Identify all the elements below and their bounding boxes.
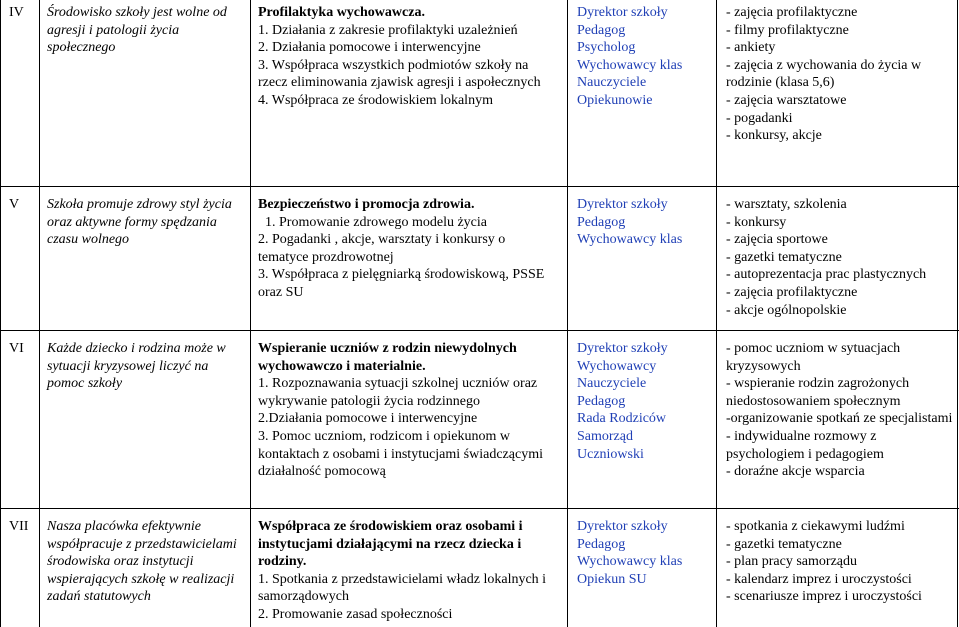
responsible-person: Uczniowski: [577, 446, 644, 462]
activities-cell: [726, 340, 954, 481]
responsible-cell: [577, 196, 707, 249]
responsible-person: Wychowawcy klas: [577, 554, 683, 570]
row-number: VII: [9, 519, 29, 534]
activity-item: - doraźne akcje wsparcia: [726, 464, 865, 480]
activity-item: - kalendarz imprez i uroczystości: [726, 571, 912, 587]
responsible-person: Pedagog: [577, 214, 626, 230]
task-item: 3. Współpraca z pielęgniarką środowiskową, PSSE oraz SU: [258, 267, 545, 300]
activity-item: - zajęcia z wychowania do życia w rodzinie (klasa 5,6): [726, 57, 922, 91]
activity-item: - warsztaty, szkolenia: [726, 197, 847, 212]
responsible-person: Nauczyciele: [577, 376, 647, 392]
activity-item: - wspieranie rodzin zagrożonych niedostosowaniem społecznym: [726, 376, 910, 409]
activities-cell: [726, 518, 954, 606]
activity-item: - pomoc uczniom w sytuacjach kryzysowych: [726, 341, 901, 374]
responsible-person: Wychowawcy: [577, 358, 657, 374]
responsible-person: Dyrektor szkoły: [577, 197, 668, 212]
activity-item: - scenariusze imprez i uroczystości: [726, 589, 922, 605]
responsible-person: Dyrektor szkoły: [577, 341, 668, 356]
task-cell: [258, 4, 558, 110]
task-item: 2. Promowanie zasad społeczności: [258, 606, 453, 622]
row-number: VI: [9, 341, 24, 356]
task-title: Bezpieczeństwo i promocja zdrowia.: [258, 197, 475, 212]
grid-line: [0, 0, 1, 627]
activity-item: - autoprezentacja prac plastycznych: [726, 267, 927, 283]
responsible-person: Opiekun SU: [577, 571, 647, 587]
responsible-person: Samorząd: [577, 428, 633, 444]
responsible-person: Dyrektor szkoły: [577, 519, 668, 534]
activity-item: -organizowanie spotkań ze specjalistami: [726, 411, 953, 427]
activities-cell: [726, 196, 954, 319]
responsible-person: Opiekunowie: [577, 92, 653, 108]
goal-text: Nasza placówka efektywnie współpracuje z przedstawicielami środowiska oraz instytucji wspierających szkołę w realizacji zadań statutowych: [47, 519, 237, 605]
responsible-person: Wychowawcy klas: [577, 57, 683, 73]
task-item: 3. Pomoc uczniom, rodzicom i opiekunom w kontaktach z osobami i instytucjami świadczącymi działalność pomocową: [258, 428, 543, 480]
responsible-cell: [577, 340, 707, 463]
activity-item: - konkursy: [726, 214, 787, 230]
activity-item: - gazetki tematyczne: [726, 536, 842, 552]
responsible-person: Psycholog: [577, 40, 636, 56]
responsible-person: Pedagog: [577, 536, 626, 552]
grid-line: [0, 508, 959, 509]
task-item: 2.Działania pomocowe i interwencyjne: [258, 411, 478, 427]
task-cell: [258, 518, 558, 624]
responsible-person: Pedagog: [577, 393, 626, 409]
activity-item: - pogadanki: [726, 110, 793, 126]
goal-text: Środowisko szkoły jest wolne od agresji i patologii życia społecznego: [47, 5, 227, 56]
grid-line: [250, 0, 251, 627]
activity-item: - zajęcia warsztatowe: [726, 92, 847, 108]
row-number: V: [9, 197, 20, 212]
responsible-cell: [577, 518, 707, 588]
activity-item: - zajęcia sportowe: [726, 232, 828, 248]
grid-line: [39, 0, 40, 627]
task-item: 2. Działania pomocowe i interwencyjne: [258, 40, 481, 56]
activity-item: - konkursy, akcje: [726, 128, 822, 144]
task-title: Współpraca ze środowiskiem oraz osobami i instytucjami działającymi na rzecz dziecka i rodziny.: [258, 519, 523, 570]
responsible-person: Nauczyciele: [577, 75, 647, 91]
task-item: 1. Promowanie zdrowego modelu życia: [265, 214, 487, 230]
activity-item: - zajęcia profilaktyczne: [726, 284, 858, 300]
grid-line: [716, 0, 717, 627]
grid-line: [567, 0, 568, 627]
activity-item: - indywidualne rozmowy z psychologiem i pedagogiem: [726, 428, 884, 462]
responsible-person: Pedagog: [577, 22, 626, 38]
goal-text: Każde dziecko i rodzina może w sytuacji kryzysowej liczyć na pomoc szkoły: [47, 341, 226, 392]
grid-line: [0, 330, 959, 331]
task-item: 4. Współpraca ze środowiskiem lokalnym: [258, 92, 493, 108]
task-title: Wspieranie uczniów z rodzin niewydolnych wychowawczo i materialnie.: [258, 341, 517, 374]
activity-item: - gazetki tematyczne: [726, 249, 842, 265]
responsible-person: Rada Rodziców: [577, 411, 667, 427]
task-cell: [258, 340, 558, 481]
responsible-person: Wychowawcy klas: [577, 232, 683, 248]
task-cell: [258, 196, 558, 302]
task-item: 1. Spotkania z przedstawicielami władz lokalnych i samorządowych: [258, 571, 547, 605]
activity-item: - plan pracy samorządu: [726, 554, 857, 570]
grid-line: [0, 186, 959, 187]
activity-item: - zajęcia profilaktyczne: [726, 5, 858, 20]
grid-line: [957, 0, 958, 627]
activity-item: - filmy profilaktyczne: [726, 22, 849, 38]
activity-item: - ankiety: [726, 40, 776, 56]
task-item: 1. Rozpoznawania sytuacji szkolnej uczniów oraz wykrywanie patologii życia rodzinnego: [258, 376, 538, 409]
goal-text: Szkoła promuje zdrowy styl życia oraz aktywne formy spędzania czasu wolnego: [47, 197, 232, 248]
task-title: Profilaktyka wychowawcza.: [258, 5, 425, 20]
activity-item: - akcje ogólnopolskie: [726, 302, 847, 318]
activity-item: - spotkania z ciekawymi ludźmi: [726, 519, 905, 534]
row-number: IV: [9, 5, 24, 20]
responsible-person: Dyrektor szkoły: [577, 5, 668, 20]
task-item: 2. Pogadanki , akcje, warsztaty i konkursy o tematyce prozdrowotnej: [258, 232, 506, 265]
responsible-cell: [577, 4, 707, 110]
activities-cell: [726, 4, 954, 145]
task-item: 3. Współpraca wszystkich podmiotów szkoły na rzecz eliminowania zjawisk agresji i aspołecznych: [258, 57, 541, 91]
task-item: 1. Działania z zakresie profilaktyki uzależnień: [258, 22, 518, 38]
